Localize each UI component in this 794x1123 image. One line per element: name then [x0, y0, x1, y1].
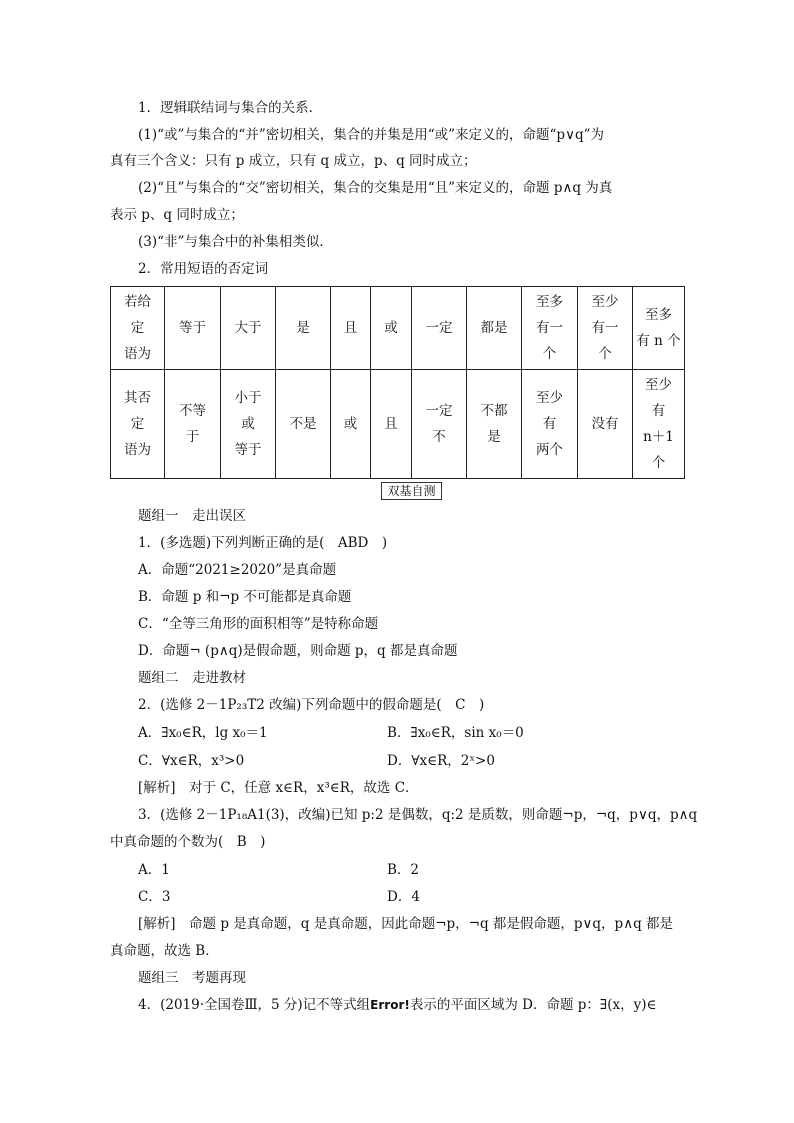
text-line-q2d: D．∀x∈R，2ˣ>0 [387, 753, 495, 769]
q4-error: Error! [370, 998, 410, 1012]
table-cell: 若给 定 语为 [111, 287, 165, 370]
text-line-q1b: B．命题 p 和¬p 不可能都是真命题 [138, 589, 352, 605]
table-cell: 或 [331, 370, 371, 479]
negation-table [110, 286, 685, 479]
text-line-q1c: C．“全等三角形的面积相等”是特称命题 [138, 616, 379, 632]
text-line-s5: 表示 p、q 同时成立； [110, 207, 244, 223]
text-line-g3: 题组三 考题再现 [138, 970, 246, 986]
text-line-q3: 3．(选修 2－1P₁₈A1(3)，改编)已知 p:2 是偶数，q:2 是质数，则命题¬p，¬q，p∨q，p∧q [138, 807, 698, 823]
text-line-q2c: C．∀x∈R，x³>0 [138, 753, 245, 769]
text-line-q2a: A．∃x₀∈R，lg x₀＝1 [138, 725, 268, 741]
table-cell: 一定 [412, 287, 467, 370]
text-line-q3a: A．1 [138, 862, 170, 878]
table-cell: 等于 [165, 287, 221, 370]
table-cell: 至多 有 n 个 [633, 287, 685, 370]
table-cell: 一定 不 [412, 370, 467, 479]
text-line-q1: 1．(多选题)下列判断正确的是( ABD ) [138, 535, 388, 551]
text-line-q3c: C．3 [138, 889, 171, 905]
table-cell: 小于 或 等于 [221, 370, 276, 479]
table-cell: 不等 于 [165, 370, 221, 479]
table-cell: 不是 [276, 370, 331, 479]
table-cell: 不都 是 [467, 370, 522, 479]
q4-after: 表示的平面区域为 D．命题 p：∃(x，y)∈ [409, 997, 657, 1013]
text-line-s4: (2)“且”与集合的“交”密切相关，集合的交集是用“且”来定义的，命题 p∧q 为真 [138, 180, 613, 196]
text-line-q2: 2．(选修 2－1P₂₃T2 改编)下列命题中的假命题是( C ) [138, 697, 485, 713]
text-line-q3d: D．4 [387, 889, 420, 905]
text-line-q2s: [解析] 对于 C，任意 x∈R，x³∈R，故选 C． [138, 780, 419, 796]
table-cell: 至少 有 n＋1 个 [633, 370, 685, 479]
section-stamp: 双基自测 [381, 482, 442, 500]
text-line-q3b: B．2 [387, 862, 420, 878]
table-cell: 其否 定 语为 [111, 370, 165, 479]
table-cell: 或 [371, 287, 412, 370]
text-line-s3: 真有三个含义：只有 p 成立，只有 q 成立，p、q 同时成立； [110, 153, 477, 169]
text-line-q3s: [解析] 命题 p 是真命题，q 是真命题，因此命题¬p，¬q 都是假命题，p∨q，p∧q 都是 [138, 916, 674, 932]
text-line-q1a: A．命题“2021≥2020”是真命题 [138, 562, 337, 578]
table-cell: 都是 [467, 287, 522, 370]
text-line-q1d: D．命题¬ (p∧q)是假命题，则命题 p，q 都是真命题 [138, 643, 458, 659]
table-cell: 大于 [221, 287, 276, 370]
text-line-q3s2: 真命题，故选 B． [110, 943, 219, 959]
table-cell: 至多 有一 个 [522, 287, 578, 370]
text-line-s2: (1)“或”与集合的“并”密切相关，集合的并集是用“或”来定义的，命题“p∨q”为 [138, 127, 604, 143]
table-cell: 且 [331, 287, 371, 370]
question-4-line [138, 995, 656, 1015]
table-cell: 至少 有 两个 [522, 370, 578, 479]
table-cell: 且 [371, 370, 412, 479]
text-line-q2b: B．∃x₀∈R，sin x₀＝0 [387, 725, 524, 741]
table-row-negation [111, 370, 685, 479]
table-cell: 没有 [578, 370, 633, 479]
text-line-s6: (3)“非”与集合中的补集相类似． [138, 234, 333, 250]
text-line-g1: 题组一 走出误区 [138, 508, 246, 524]
table-row-given [111, 287, 685, 370]
q4-before: 4．(2019·全国卷Ⅲ，5 分)记不等式组 [138, 997, 371, 1013]
text-line-g2: 题组二 走进教材 [138, 670, 246, 686]
table-cell: 是 [276, 287, 331, 370]
text-line-s7: 2．常用短语的否定词 [138, 261, 269, 277]
text-line-q3l2: 中真命题的个数为( B ) [110, 834, 266, 850]
text-line-s1: 1．逻辑联结词与集合的关系． [138, 100, 323, 116]
table-cell: 至少 有一 个 [578, 287, 633, 370]
